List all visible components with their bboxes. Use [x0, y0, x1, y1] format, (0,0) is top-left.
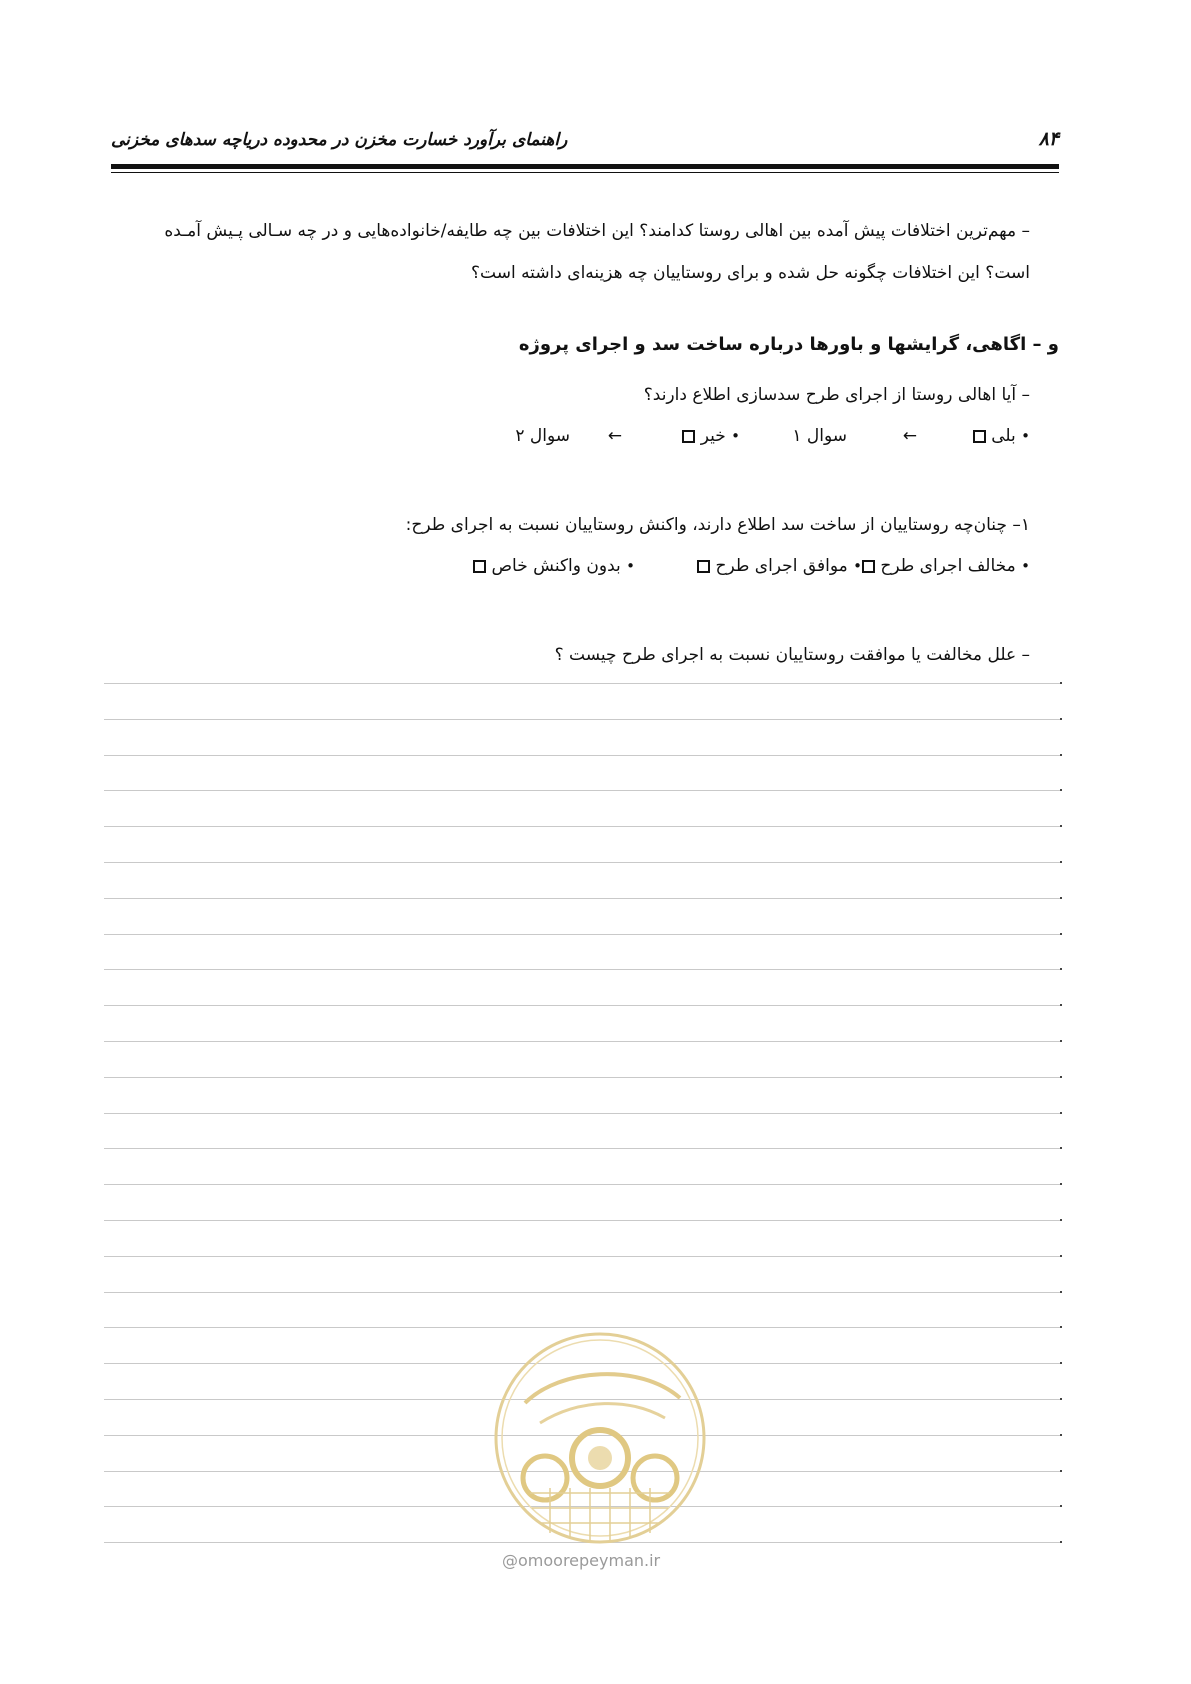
answer-line[interactable] [104, 683, 1062, 684]
answer-line[interactable] [104, 1292, 1062, 1293]
line-end-dot [1060, 1112, 1062, 1114]
option-oppose[interactable]: • مخالف اجرای طرح [862, 556, 1030, 576]
conflicts-question-line2: است؟ این اختلافات چگونه حل شده و برای روستاییان چه هزینه‌ای داشته است؟ [470, 263, 1030, 283]
answer-line[interactable] [104, 969, 1062, 970]
awareness-options [490, 426, 1030, 452]
option-oppose-label: مخالف اجرای طرح [880, 556, 1016, 576]
line-end-dot [1060, 933, 1062, 935]
reasons-question: – علل مخالفت یا موافقت روستاییان نسبت به اجرای طرح چیست ؟ [554, 645, 1030, 665]
checkbox-no-reaction[interactable] [473, 560, 486, 573]
option-agree-label: موافق اجرای طرح [715, 556, 848, 576]
line-end-dot [1060, 861, 1062, 863]
line-end-dot [1060, 1004, 1062, 1006]
option-yes[interactable]: • بلی [973, 426, 1030, 446]
answer-line[interactable] [104, 790, 1062, 791]
line-end-dot [1060, 1470, 1062, 1472]
header-rule-thin [111, 172, 1059, 173]
option-agree[interactable]: • موافق اجرای طرح [697, 556, 862, 576]
line-end-dot [1060, 1183, 1062, 1185]
line-end-dot [1060, 682, 1062, 684]
page-header [111, 128, 1059, 156]
line-end-dot [1060, 789, 1062, 791]
line-end-dot [1060, 1505, 1062, 1507]
reaction-question: ۱– چنان‌چه روستاییان از ساخت سد اطلاع دارند، واکنش روستاییان نسبت به اجرای طرح: [405, 515, 1030, 535]
answer-line[interactable] [104, 1148, 1062, 1149]
watermark-url-text: omoorepeyman.ir [518, 1551, 661, 1570]
line-end-dot [1060, 1434, 1062, 1436]
arrow-no: ← [607, 426, 622, 446]
answer-line[interactable] [104, 1184, 1062, 1185]
page-number: ۸۴ [1038, 128, 1059, 150]
option-no-reaction-label: بدون واکنش خاص [491, 556, 621, 576]
line-end-dot [1060, 1291, 1062, 1293]
answer-line[interactable] [104, 1256, 1062, 1257]
line-end-dot [1060, 968, 1062, 970]
answer-line[interactable] [104, 898, 1062, 899]
line-end-dot [1060, 1398, 1062, 1400]
line-end-dot [1060, 897, 1062, 899]
line-end-dot [1060, 718, 1062, 720]
goto-question-1: سوال ۱ [792, 426, 847, 446]
line-end-dot [1060, 754, 1062, 756]
checkbox-oppose[interactable] [862, 560, 875, 573]
watermark-logo [490, 1328, 710, 1548]
checkbox-no[interactable] [682, 430, 695, 443]
conflicts-question-line1: – مهم‌ترین اختلافات پیش آمده بین اهالی روستا کدامند؟ این اختلافات بین چه طایفه/خانواده‌هایی و در چه سـالی پـیش آمـده [164, 221, 1030, 241]
line-end-dot [1060, 1326, 1062, 1328]
goto-question-2: سوال ۲ [515, 426, 570, 446]
checkbox-yes[interactable] [973, 430, 986, 443]
option-no-label: خیر [700, 426, 726, 446]
answer-line[interactable] [104, 862, 1062, 863]
arrow-yes: ← [902, 426, 917, 446]
line-end-dot [1060, 1040, 1062, 1042]
line-end-dot [1060, 1147, 1062, 1149]
at-icon: @ [502, 1551, 518, 1570]
running-title: راهنمای برآورد خسارت مخزن در محدوده دریاچه سدهای مخزنی [111, 130, 568, 150]
answer-line[interactable] [104, 934, 1062, 935]
answer-line[interactable] [104, 1041, 1062, 1042]
line-end-dot [1060, 1541, 1062, 1543]
option-yes-label: بلی [991, 426, 1016, 446]
answer-line[interactable] [104, 1220, 1062, 1221]
answer-line[interactable] [104, 1077, 1062, 1078]
section-heading: و – اگاهی، گرایشها و باورها درباره ساخت سد و اجرای پروژه [518, 334, 1059, 355]
reaction-options [410, 556, 1030, 582]
option-no[interactable]: • خیر [682, 426, 740, 446]
answer-line[interactable] [104, 826, 1062, 827]
answer-line[interactable] [104, 755, 1062, 756]
awareness-question: – آیا اهالی روستا از اجرای طرح سدسازی اطلاع دارند؟ [643, 385, 1030, 405]
line-end-dot [1060, 1255, 1062, 1257]
header-rule-thick [111, 164, 1059, 169]
line-end-dot [1060, 825, 1062, 827]
answer-line[interactable] [104, 1005, 1062, 1006]
answer-line[interactable] [104, 719, 1062, 720]
line-end-dot [1060, 1362, 1062, 1364]
watermark-url [502, 1551, 660, 1570]
answer-line[interactable] [104, 1113, 1062, 1114]
option-no-reaction[interactable]: • بدون واکنش خاص [473, 556, 635, 576]
line-end-dot [1060, 1219, 1062, 1221]
line-end-dot [1060, 1076, 1062, 1078]
checkbox-agree[interactable] [697, 560, 710, 573]
